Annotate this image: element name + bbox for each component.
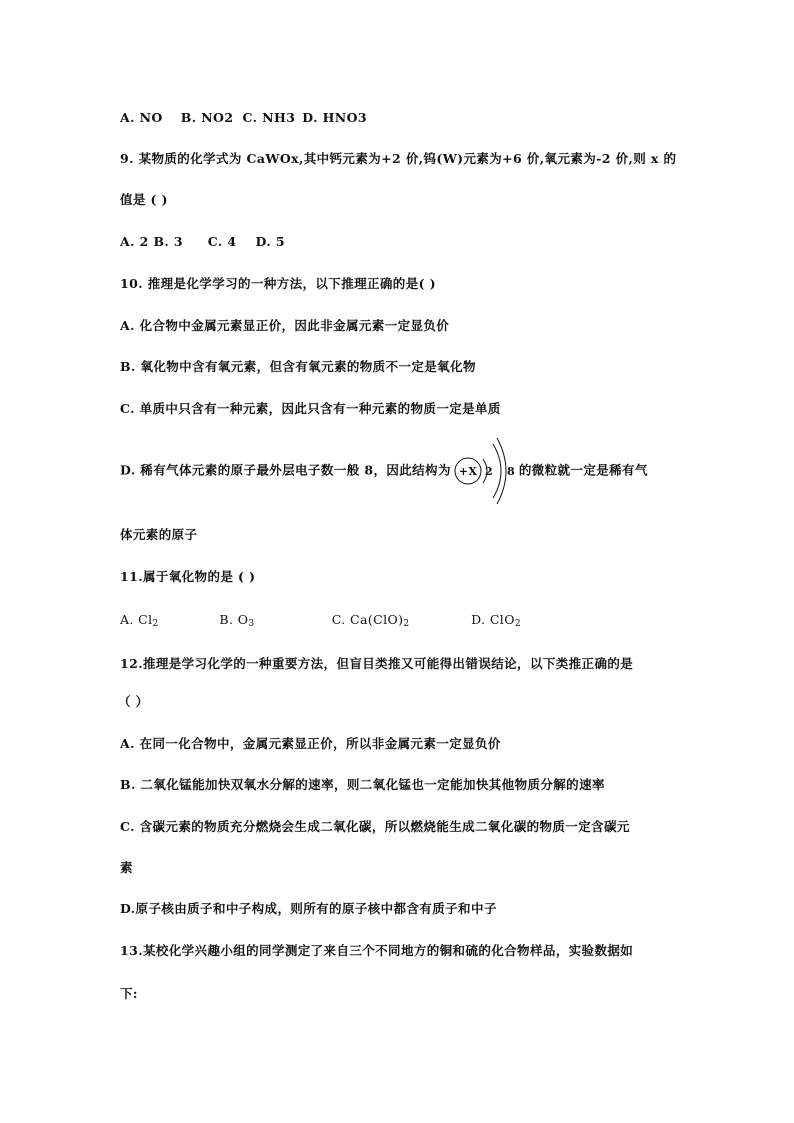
atom-structure-diagram	[453, 462, 517, 480]
q12-option-c-line2: 素	[120, 860, 133, 875]
q11-option-c: C. Ca(ClO)2	[331, 612, 410, 629]
q12-option-d: D.原子核由质子和中子构成，则所有的原子核中都含有质子和中子	[120, 901, 497, 916]
q9-option-d: D. 5	[255, 234, 285, 249]
q9-stem-line2: 值是 ( )	[120, 192, 168, 207]
q8-options	[120, 110, 367, 126]
q9-options	[120, 234, 285, 250]
q8-option-c: C. NH3	[242, 110, 296, 125]
q11-option-a: A. Cl2	[120, 612, 159, 629]
q11-options	[120, 612, 521, 632]
q10-option-d-line2: 体元素的原子	[120, 527, 198, 542]
q9-stem-line1: 9. 某物质的化学式为 CaWOx,其中钙元素为+2 价,钨(W)元素为+6 价,氧元素为-2 价,则 x 的	[120, 151, 677, 166]
q8-option-b: B. NO2	[180, 110, 234, 125]
q13-stem-line2: 下:	[120, 986, 138, 1001]
q8-option-d: D. HNO3	[302, 110, 368, 125]
atom-shell-arc-2	[493, 444, 501, 498]
q10-option-d-text2: 的微粒就一定是稀有气	[518, 462, 648, 478]
q12-stem: 12.推理是学习化学的一种重要方法，但盲目类推又可能得出错误结论，以下类推正确的是	[120, 656, 634, 671]
q10-stem: 10. 推理是化学学习的一种方法，以下推理正确的是( )	[120, 276, 436, 291]
q12-paren: （ ）	[118, 694, 149, 709]
q8-option-a: A. NO	[120, 110, 163, 125]
q11-stem: 11.属于氧化物的是 ( )	[120, 569, 256, 584]
atom-nucleus-label: +X	[458, 465, 478, 478]
q11-option-d: D. ClO2	[471, 612, 521, 629]
q10-option-a: A. 化合物中金属元素显正价，因此非金属元素一定显负价	[120, 318, 450, 333]
q10-option-d-text1: D. 稀有气体元素的原子最外层电子数一般 8，因此结构为	[120, 462, 451, 478]
q10-option-c: C. 单质中只含有一种元素，因此只含有一种元素的物质一定是单质	[120, 401, 501, 416]
q12-option-c-line1: C. 含碳元素的物质充分燃烧会生成二氧化碳，所以燃烧能生成二氧化碳的物质一定含碳元	[120, 819, 630, 834]
q12-option-b: B. 二氧化锰能加快双氧水分解的速率，则二氧化锰也一定能加快其他物质分解的速率	[120, 777, 605, 792]
q10-option-d	[120, 462, 648, 480]
atom-shell2-count: 8	[506, 465, 515, 478]
q10-option-b: B. 氧化物中含有氧元素，但含有氧元素的物质不一定是氧化物	[120, 359, 476, 374]
q13-stem-line1: 13.某校化学兴趣小组的同学测定了来自三个不同地方的铜和硫的化合物样品，实验数据如	[120, 943, 634, 958]
q11-option-b: B. O3	[219, 612, 255, 629]
q12-option-a: A. 在同一化合物中，金属元素显正价，所以非金属元素一定显负价	[120, 736, 501, 751]
q9-option-ab: A. 2 B. 3	[120, 234, 184, 249]
atom-shell1-count: 2	[484, 465, 493, 478]
q9-option-c: C. 4	[207, 234, 237, 249]
